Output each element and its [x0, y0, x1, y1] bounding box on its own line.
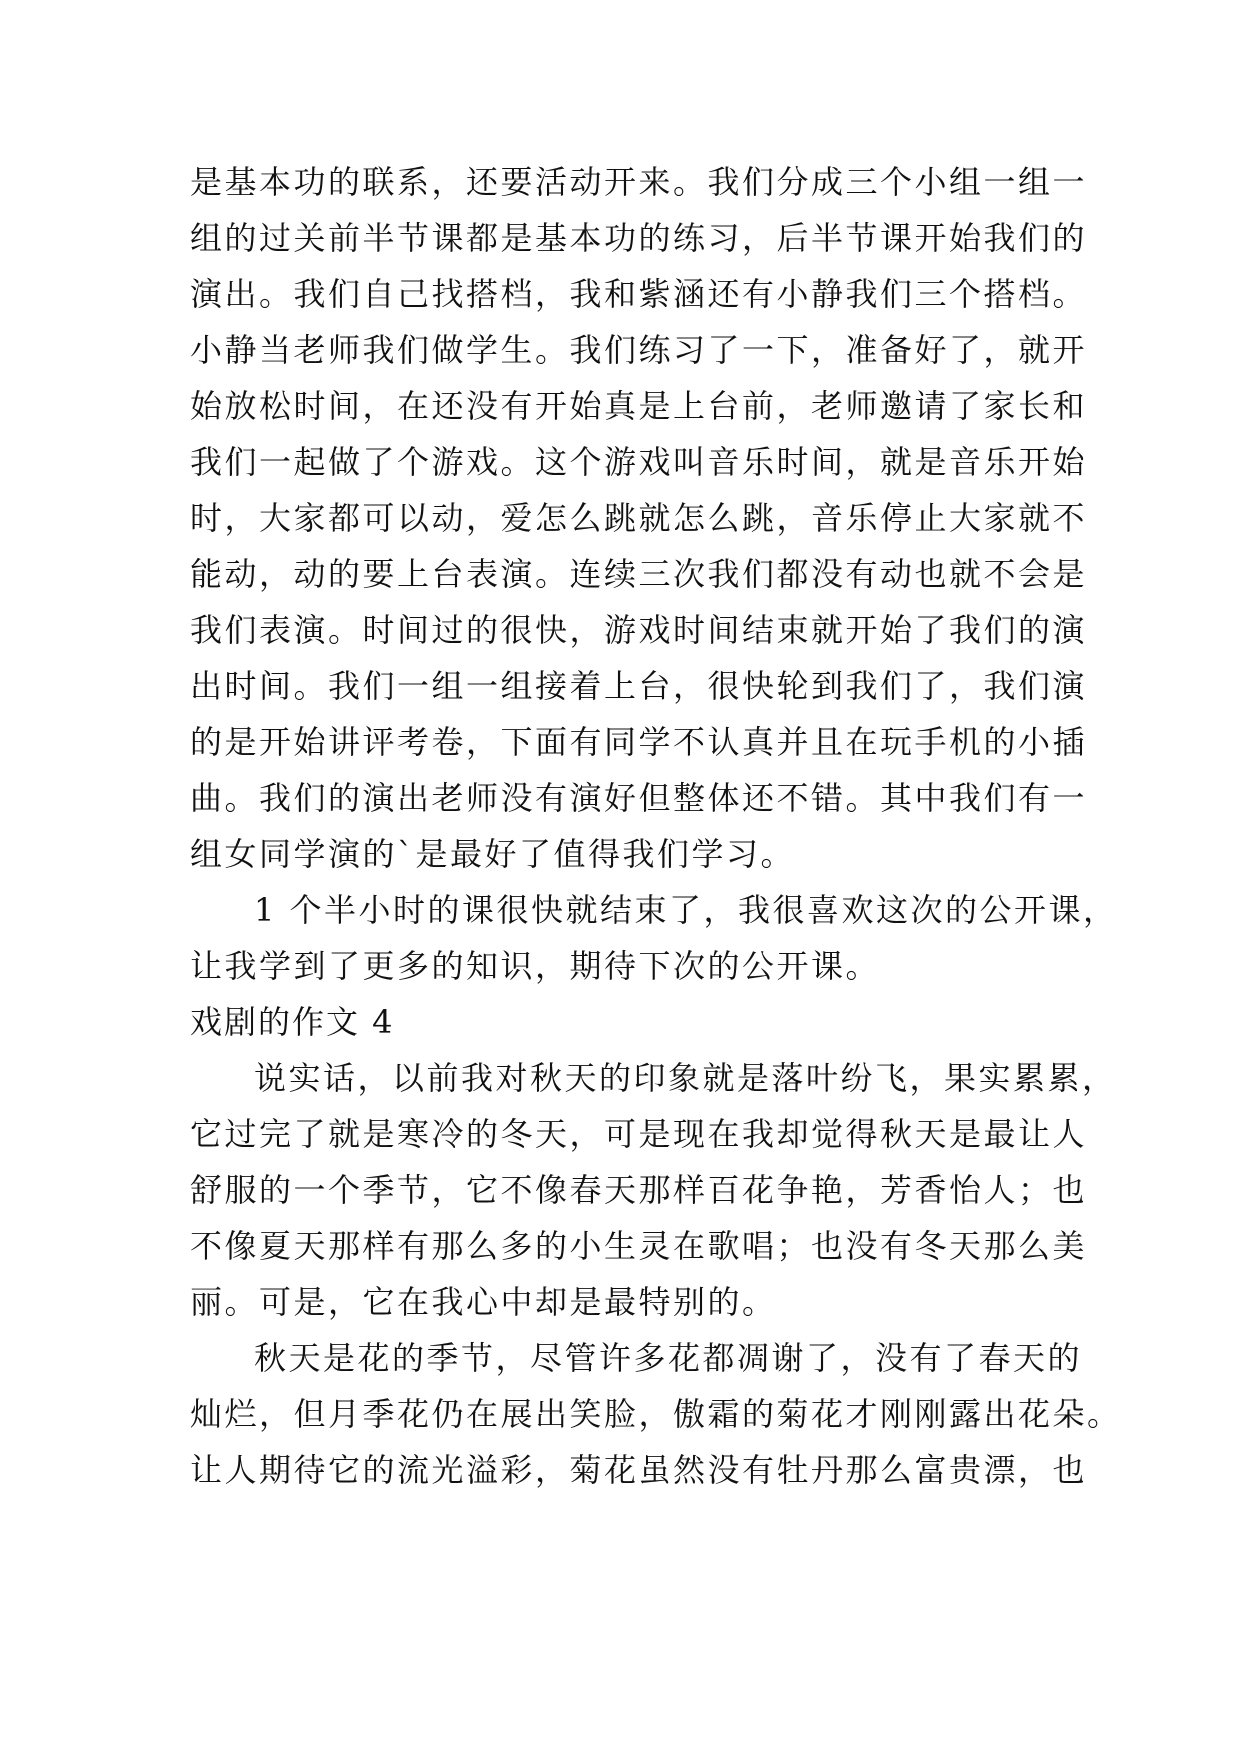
paragraph-line: 我们一起做了个游戏。这个游戏叫音乐时间，就是音乐开始 [190, 443, 1088, 481]
paragraph-line: 它过完了就是寒冷的冬天，可是现在我却觉得秋天是最让人 [190, 1115, 1088, 1153]
document-body [190, 154, 1122, 1498]
paragraph-line: 舒服的一个季节，它不像春天那样百花争艳，芳香怡人；也 [190, 1171, 1088, 1209]
paragraph-line: 演出。我们自己找搭档，我和紫涵还有小静我们三个搭档。 [190, 275, 1088, 313]
paragraph-line: 组女同学演的`是最好了值得我们学习。 [190, 835, 796, 873]
paragraph-line: 我们表演。时间过的很快，游戏时间结束就开始了我们的演 [190, 611, 1088, 649]
paragraph-line: 出时间。我们一组一组接着上台，很快轮到我们了，我们演 [190, 667, 1088, 705]
paragraph-line: 是基本功的联系，还要活动开来。我们分成三个小组一组一 [190, 163, 1088, 201]
paragraph-first-line: 说实话，以前我对秋天的印象就是落叶纷飞，果实累累， [254, 1059, 1117, 1097]
paragraph-first-line: 秋天是花的季节，尽管许多花都凋谢了，没有了春天的 [254, 1339, 1083, 1377]
paragraph-line: 能动，动的要上台表演。连续三次我们都没有动也就不会是 [190, 555, 1088, 593]
paragraph-line: 不像夏天那样有那么多的小生灵在歌唱；也没有冬天那么美 [190, 1227, 1088, 1265]
paragraph-line: 让人期待它的流光溢彩，菊花虽然没有牡丹那么富贵漂，也 [190, 1451, 1088, 1489]
paragraph-first-line: 1 个半小时的课很快就结束了，我很喜欢这次的公开课， [254, 891, 1118, 929]
paragraph-line: 时，大家都可以动，爱怎么跳就怎么跳，音乐停止大家就不 [190, 499, 1088, 537]
paragraph-line: 的是开始讲评考卷，下面有同学不认真并且在玩手机的小插 [190, 723, 1088, 761]
paragraph-line: 始放松时间，在还没有开始真是上台前，老师邀请了家长和 [190, 387, 1088, 425]
paragraph-line: 组的过关前半节课都是基本功的练习，后半节课开始我们的 [190, 219, 1088, 257]
paragraph-line: 小静当老师我们做学生。我们练习了一下，准备好了，就开 [190, 331, 1088, 369]
paragraph-line: 让我学到了更多的知识，期待下次的公开课。 [190, 947, 881, 985]
section-heading: 戏剧的作文 4 [190, 1003, 395, 1041]
paragraph-line: 丽。可是，它在我心中却是最特别的。 [190, 1283, 777, 1321]
paragraph-line: 灿烂，但月季花仍在展出笑脸，傲霜的菊花才刚刚露出花朵。 [190, 1395, 1122, 1433]
paragraph-line: 曲。我们的演出老师没有演好但整体还不错。其中我们有一 [190, 779, 1088, 817]
